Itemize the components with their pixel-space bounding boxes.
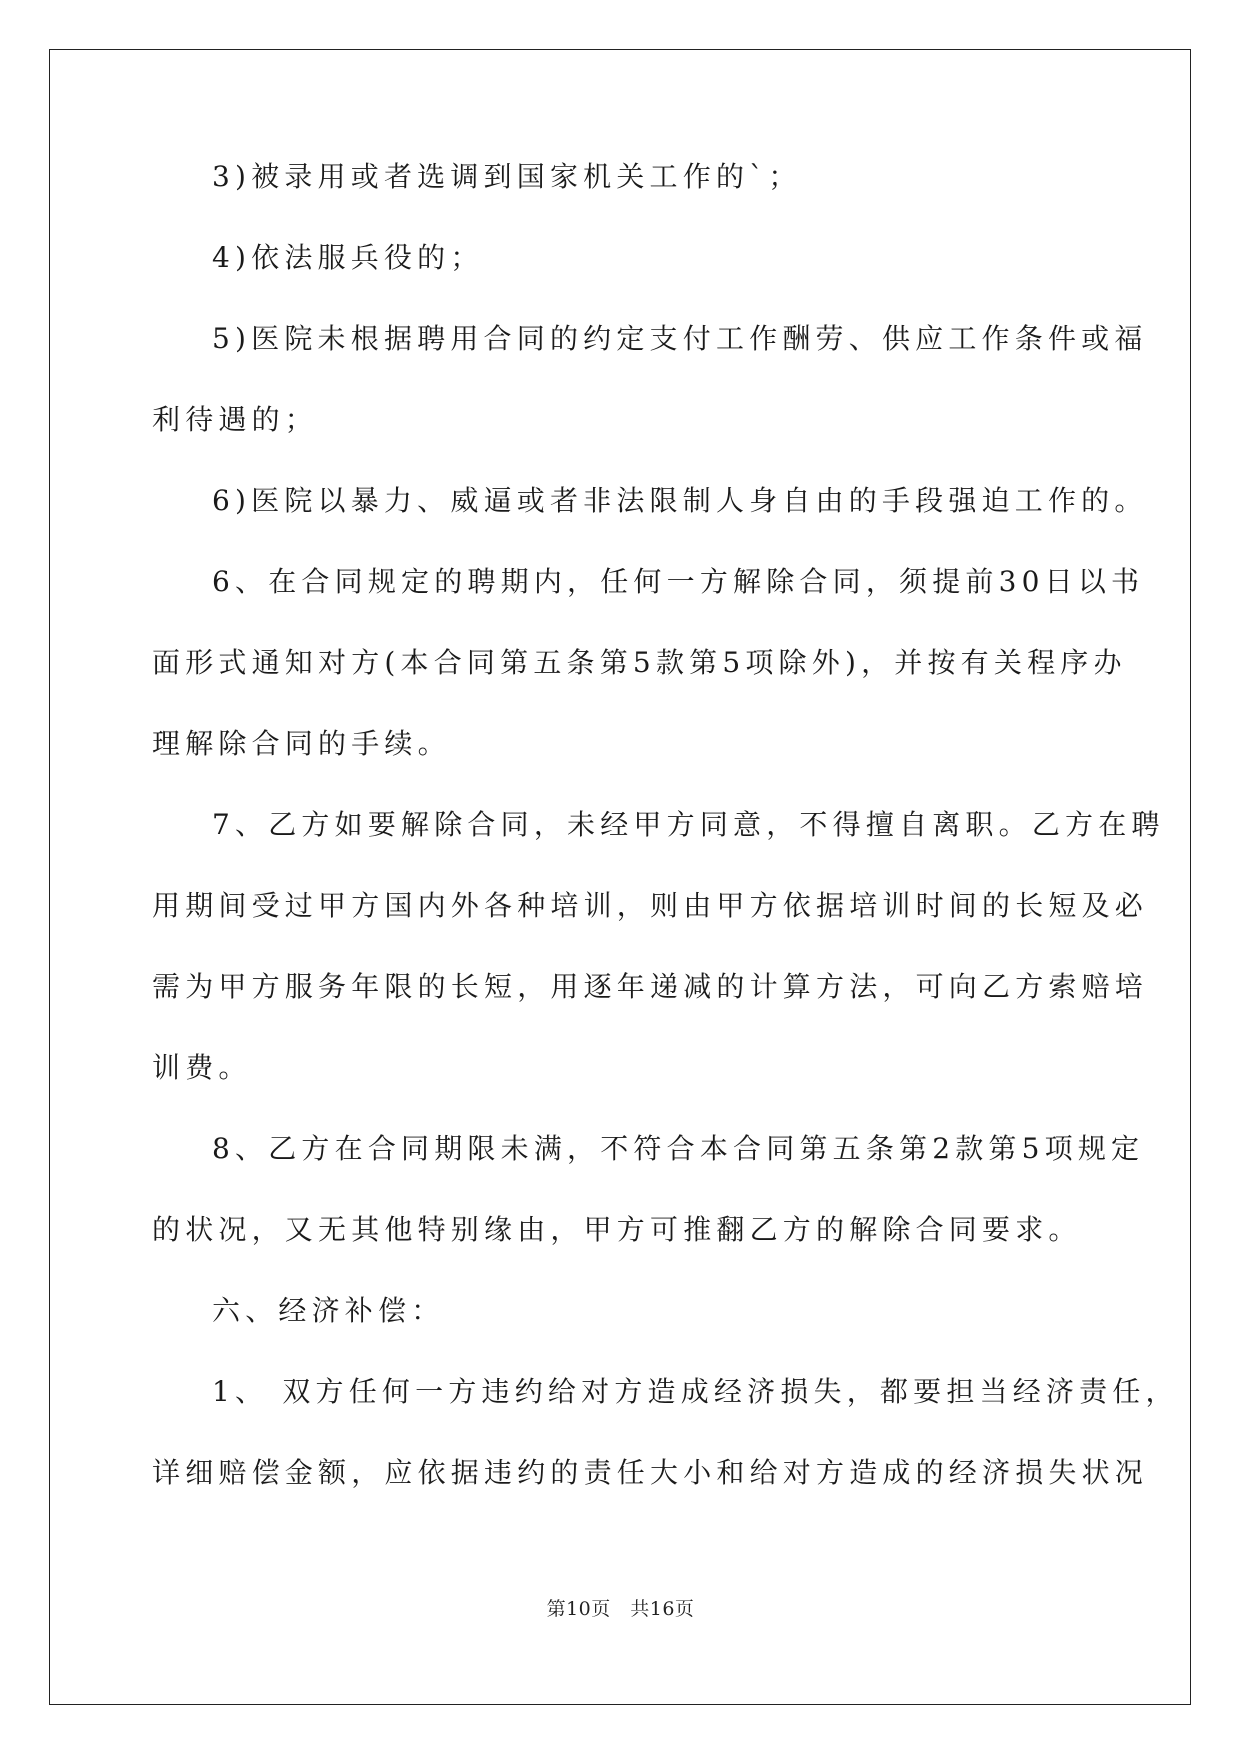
text-line: 7、乙方如要解除合同，未经甲方同意，不得擅自离职。乙方在聘 — [212, 808, 1165, 841]
text-line: 的状况，又无其他特别缘由，甲方可推翻乙方的解除合同要求。 — [152, 1213, 1082, 1246]
text-line: 1、 双方任何一方违约给对方造成经济损失，都要担当经济责任， — [212, 1375, 1179, 1408]
text-line: 面形式通知对方(本合同第五条第5款第5项除外)，并按有关程序办 — [152, 646, 1127, 679]
text-line: 理解除合同的手续。 — [152, 727, 451, 760]
text-line: 利待遇的； — [152, 403, 319, 436]
text-line: 用期间受过甲方国内外各种培训，则由甲方依据培训时间的长短及必 — [152, 889, 1149, 922]
text-line: 4)依法服兵役的； — [212, 241, 484, 274]
text-line: 5)医院未根据聘用合同的约定支付工作酬劳、供应工作条件或福 — [212, 322, 1148, 355]
page-number: 第10页 共16页 — [546, 1598, 695, 1620]
text-line: 8、乙方在合同期限未满，不符合本合同第五条第2款第5项规定 — [212, 1132, 1145, 1165]
text-line: 3)被录用或者选调到国家机关工作的`； — [212, 160, 802, 193]
text-line: 需为甲方服务年限的长短，用逐年递减的计算方法，可向乙方索赔培 — [152, 970, 1149, 1003]
text-line: 六、经济补偿： — [212, 1294, 445, 1327]
text-line: 6、在合同规定的聘期内，任何一方解除合同，须提前30日以书 — [212, 565, 1145, 598]
text-line: 详细赔偿金额，应依据违约的责任大小和给对方造成的经济损失状况 — [152, 1456, 1149, 1489]
text-line: 训费。 — [152, 1051, 252, 1084]
text-line: 6)医院以暴力、威逼或者非法限制人身自由的手段强迫工作的。 — [212, 484, 1148, 517]
